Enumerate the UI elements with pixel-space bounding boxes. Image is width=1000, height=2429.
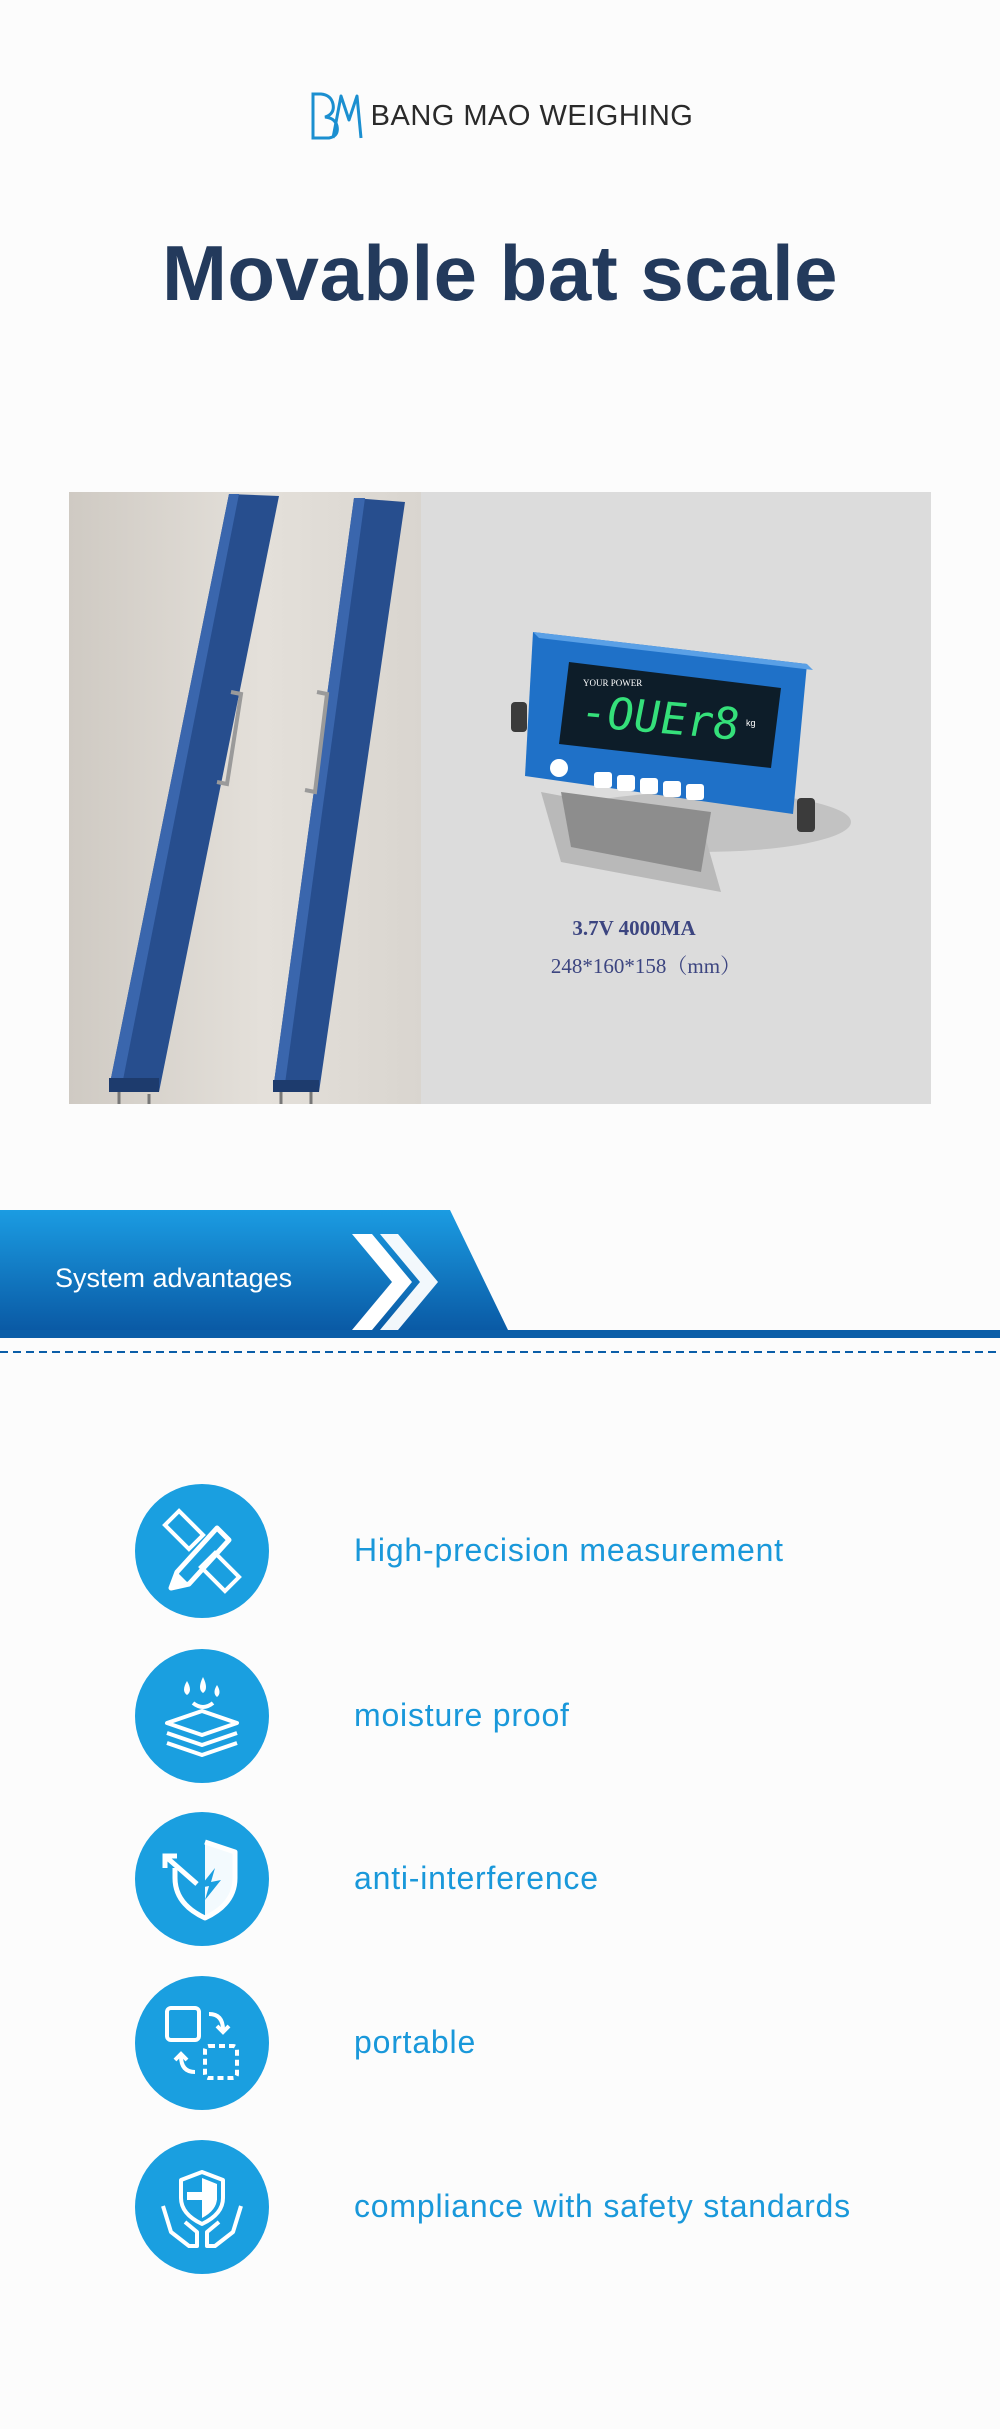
weighing-beams-photo <box>69 492 421 1104</box>
section-banner-label: System advantages <box>55 1263 293 1293</box>
weighing-indicator-photo <box>421 492 931 1104</box>
advantage-label: anti-interference <box>354 1860 599 1896</box>
advantage-label: compliance with safety standards <box>354 2188 851 2224</box>
svg-text:-OUEr8: -OUEr8 <box>581 686 740 751</box>
brand-logo <box>0 90 1000 142</box>
product-photo <box>69 492 931 1104</box>
advantage-label: High-precision measurement <box>354 1532 784 1568</box>
shield-lightning-icon <box>135 1812 269 1946</box>
spec-power: 3.7V 4000MA <box>572 916 696 940</box>
transfer-squares-icon <box>135 1976 269 2110</box>
svg-text:YOUR POWER: YOUR POWER <box>583 678 643 688</box>
advantage-label: moisture proof <box>354 1697 570 1733</box>
advantage-item <box>0 1976 1000 2110</box>
hands-shield-icon <box>135 2140 269 2274</box>
brand-name: BANG MAO WEIGHING <box>370 99 694 132</box>
advantage-item <box>0 1649 1000 1783</box>
page-title: Movable bat scale <box>161 229 839 317</box>
advantage-item <box>0 2140 1000 2274</box>
bm-logo-icon <box>307 90 363 142</box>
weighing-indicator-device <box>421 492 931 912</box>
spec-dimensions: 248*160*158（mm） <box>550 954 742 978</box>
water-drops-layers-icon <box>135 1649 269 1783</box>
advantage-item <box>0 1812 1000 1946</box>
advantage-item <box>0 1484 1000 1618</box>
pencil-ruler-icon <box>135 1484 269 1618</box>
svg-text:kg: kg <box>746 718 756 728</box>
advantage-label: portable <box>354 2024 477 2060</box>
